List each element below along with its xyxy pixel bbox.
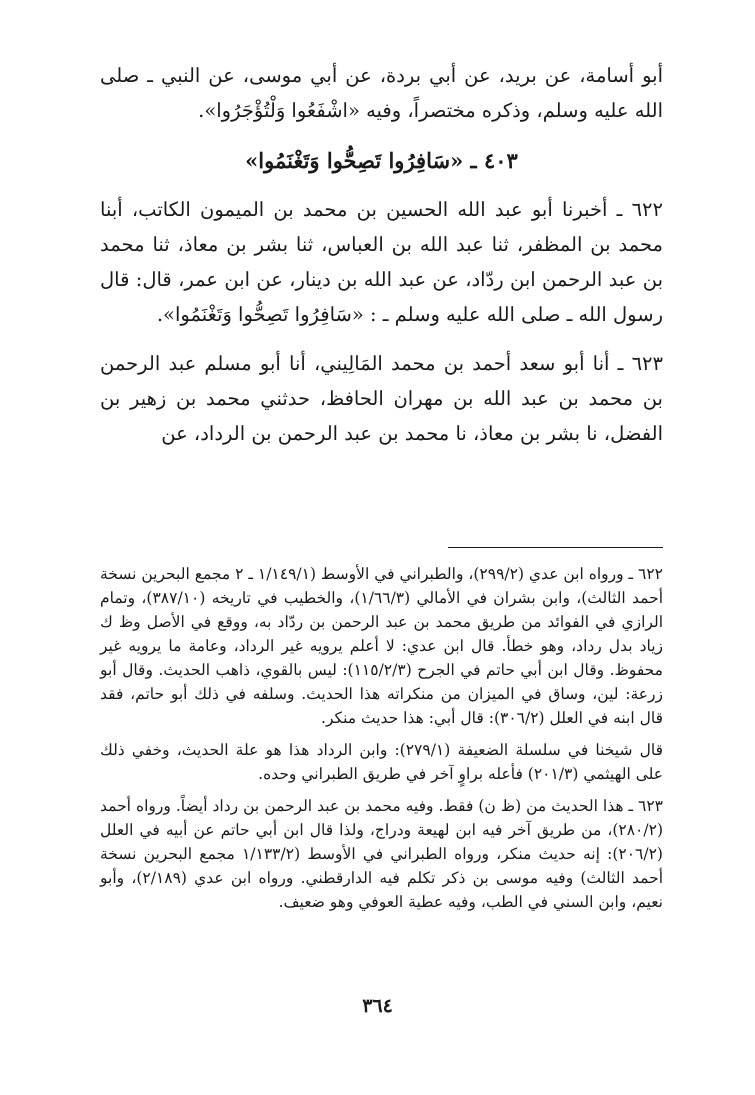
main-text <box>100 58 663 455</box>
hadith-622-paragraph: ٦٢٢ ـ أخبرنا أبو عبد الله الحسين بن محمد بن الميمون الكاتب، أبنا محمد بن المظفر، ثنا عبد الله بن العباس، ثنا بشر بن معاذ، ثنا محمد بن عبد الرحمن ابن ردّاد، عن عبد الله بن دينار، عن ابن عمر، قال: قال رسول الله ـ صلى الله عليه وسلم ـ : «سَافِرُوا تَصِحُّوا وَتَغْنَمُوا». <box>100 198 663 326</box>
footnote-623: ٦٢٣ ـ هذا الحديث من (ظ ن) فقط. وفيه محمد بن عبد الرحمن بن رداد أيضاً. ورواه أحمد (٢٨٠/٢)، من طريق آخر فيه ابن لهيعة ودراج، ولذا قال ابن أبي حاتم عن أبيه في العلل (٢٠٦/٢): إنه حديث منكر، ورواه الطبراني في الأوسط (١/١٣٣/٢ مجمع البحرين نسخة أحمد الثالث) وفيه موسى بن ذكر تكلم فيه الدارقطني. ورواه ابن عدي (٢/١٨٩)، وأبو نعيم، وابن السني في الطب، وفيه عطية العوفي وهو ضعيف. <box>100 797 663 911</box>
hadith-heading: ٤٠٣ ـ «سَافِرُوا تَصِحُّوا وَتَغْنَمُوا» <box>245 148 518 173</box>
footnotes <box>100 562 663 922</box>
hadith-623-paragraph: ٦٢٣ ـ أنا أبو سعد أحمد بن محمد المَالِيني، أنا أبو مسلم عبد الرحمن بن محمد بن عبد الله بن مهران الحافظ، حدثني محمد بن زهير بن الفضل، نا بشر بن معاذ، نا محمد بن عبد الرحمن بن الرداد، عن <box>100 352 663 445</box>
footnote-622-b: قال شيخنا في سلسلة الضعيفة (٢٧٩/١): وابن الرداد هذا هو علة الحديث، وخفي ذلك على الهيثمي (٢٠١/٣) فأعله براوٍ آخر في طريق الطبراني وحده. <box>100 741 663 783</box>
footnote-divider <box>448 547 663 548</box>
page-number: ٣٦٤ <box>362 995 393 1017</box>
intro-paragraph: أبو أسامة، عن بريد، عن أبي بردة، عن أبي موسى، عن النبي ـ صلى الله عليه وسلم، وذكره مختصراً، وفيه «اشْفَعُوا وَلْتُؤْجَرُوا». <box>100 64 663 122</box>
footnote-622-a: ٦٢٢ ـ ورواه ابن عدي (٢٩٩/٢)، والطبراني في الأوسط (١/١٤٩/١ ـ ٢ مجمع البحرين نسخة أحمد الثالث)، وابن بشران في الأمالي (١/٦٦/٣)، والخطيب في تاريخه (٣٨٧/١٠)، وتمام الرازي في الفوائد من طريق محمد بن عبد الرحمن بن ردّاد به، ووقع في الأصل وظ ك زياد بدل رداد، وهو خطأ. قال ابن عدي: لا أعلم يرويه غير الرداد، وعامة ما يرويه غير محفوظ. وقال ابن أبي حاتم في الجرح (١١٥/٢/٣): ليس بالقوي، ذاهب الحديث. وقال أبو زرعة: لين، وساق في الميزان من منكراته هذا الحديث. وسلفه في ذلك أبو حاتم، فقد قال ابنه في العلل (٣٠٦/٢): قال أبي: هذا حديث منكر. <box>100 565 663 727</box>
